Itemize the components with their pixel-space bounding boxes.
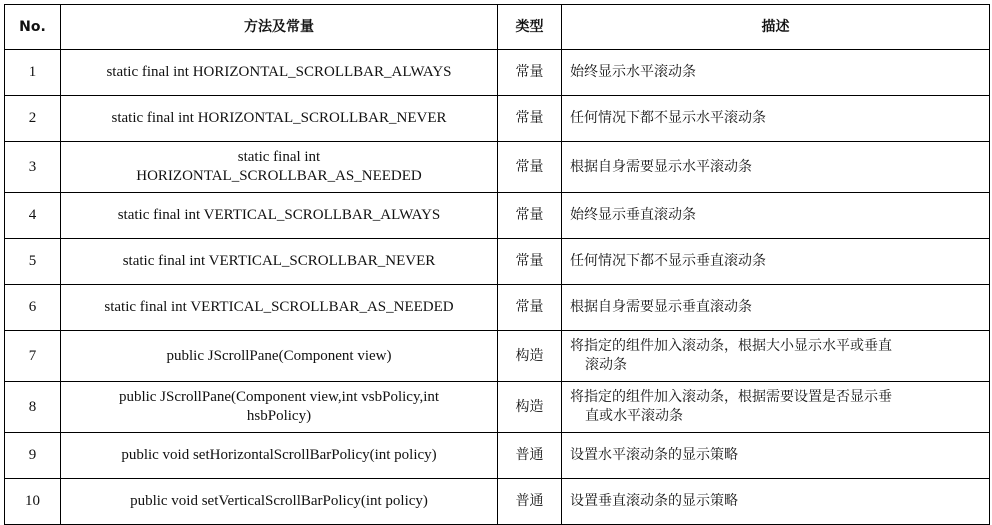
row-method: static final int HORIZONTAL_SCROLLBAR_AS_NEEDED (61, 142, 498, 193)
table-row (5, 96, 990, 142)
header-method: 方法及常量 (61, 5, 498, 50)
row-no: 7 (5, 331, 61, 382)
row-desc-line: 将指定的组件加入滚动条，根据大小显示水平或垂直 (570, 338, 892, 354)
header-row (5, 5, 990, 50)
row-desc: 设置水平滚动条的显示策略 (562, 433, 990, 479)
row-type: 构造 (498, 382, 562, 433)
row-type: 常量 (498, 50, 562, 96)
row-desc (562, 331, 990, 382)
row-type: 普通 (498, 433, 562, 479)
table-row (5, 479, 990, 525)
row-method: static final int VERTICAL_SCROLLBAR_ALWAYS (61, 193, 498, 239)
table-row (5, 193, 990, 239)
row-method: public void setVerticalScrollBarPolicy(int policy) (61, 479, 498, 525)
row-no: 6 (5, 285, 61, 331)
row-method: static final int HORIZONTAL_SCROLLBAR_ALWAYS (61, 50, 498, 96)
row-no: 1 (5, 50, 61, 96)
row-desc: 始终显示垂直滚动条 (562, 193, 990, 239)
row-type: 常量 (498, 96, 562, 142)
table-row (5, 142, 990, 193)
row-desc-continuation: 直或水平滚动条 (585, 408, 683, 424)
row-desc: 根据自身需要显示水平滚动条 (562, 142, 990, 193)
row-method: public JScrollPane(Component view) (61, 331, 498, 382)
table-row (5, 285, 990, 331)
header-no: No. (5, 5, 61, 50)
row-desc: 根据自身需要显示垂直滚动条 (562, 285, 990, 331)
row-no: 2 (5, 96, 61, 142)
table-row (5, 239, 990, 285)
row-desc: 任何情况下都不显示垂直滚动条 (562, 239, 990, 285)
table-row (5, 382, 990, 433)
row-type: 常量 (498, 239, 562, 285)
row-method: static final int VERTICAL_SCROLLBAR_NEVER (61, 239, 498, 285)
row-desc: 始终显示水平滚动条 (562, 50, 990, 96)
row-no: 3 (5, 142, 61, 193)
api-table (4, 4, 990, 525)
row-type: 普通 (498, 479, 562, 525)
row-method: public JScrollPane(Component view,int vsbPolicy,int hsbPolicy) (61, 382, 498, 433)
header-type: 类型 (498, 5, 562, 50)
row-no: 5 (5, 239, 61, 285)
row-desc (562, 382, 990, 433)
row-no: 8 (5, 382, 61, 433)
table-row (5, 50, 990, 96)
row-no: 9 (5, 433, 61, 479)
row-type: 构造 (498, 331, 562, 382)
table-row (5, 331, 990, 382)
row-desc-line: 将指定的组件加入滚动条，根据需要设置是否显示垂 (570, 389, 892, 405)
row-method: public void setHorizontalScrollBarPolicy(int policy) (61, 433, 498, 479)
row-no: 4 (5, 193, 61, 239)
row-method: static final int HORIZONTAL_SCROLLBAR_NEVER (61, 96, 498, 142)
row-desc-continuation: 滚动条 (585, 357, 627, 373)
row-no: 10 (5, 479, 61, 525)
table-row (5, 433, 990, 479)
row-desc: 设置垂直滚动条的显示策略 (562, 479, 990, 525)
row-desc: 任何情况下都不显示水平滚动条 (562, 96, 990, 142)
header-desc: 描述 (562, 5, 990, 50)
row-type: 常量 (498, 285, 562, 331)
row-type: 常量 (498, 193, 562, 239)
row-method: static final int VERTICAL_SCROLLBAR_AS_NEEDED (61, 285, 498, 331)
row-type: 常量 (498, 142, 562, 193)
